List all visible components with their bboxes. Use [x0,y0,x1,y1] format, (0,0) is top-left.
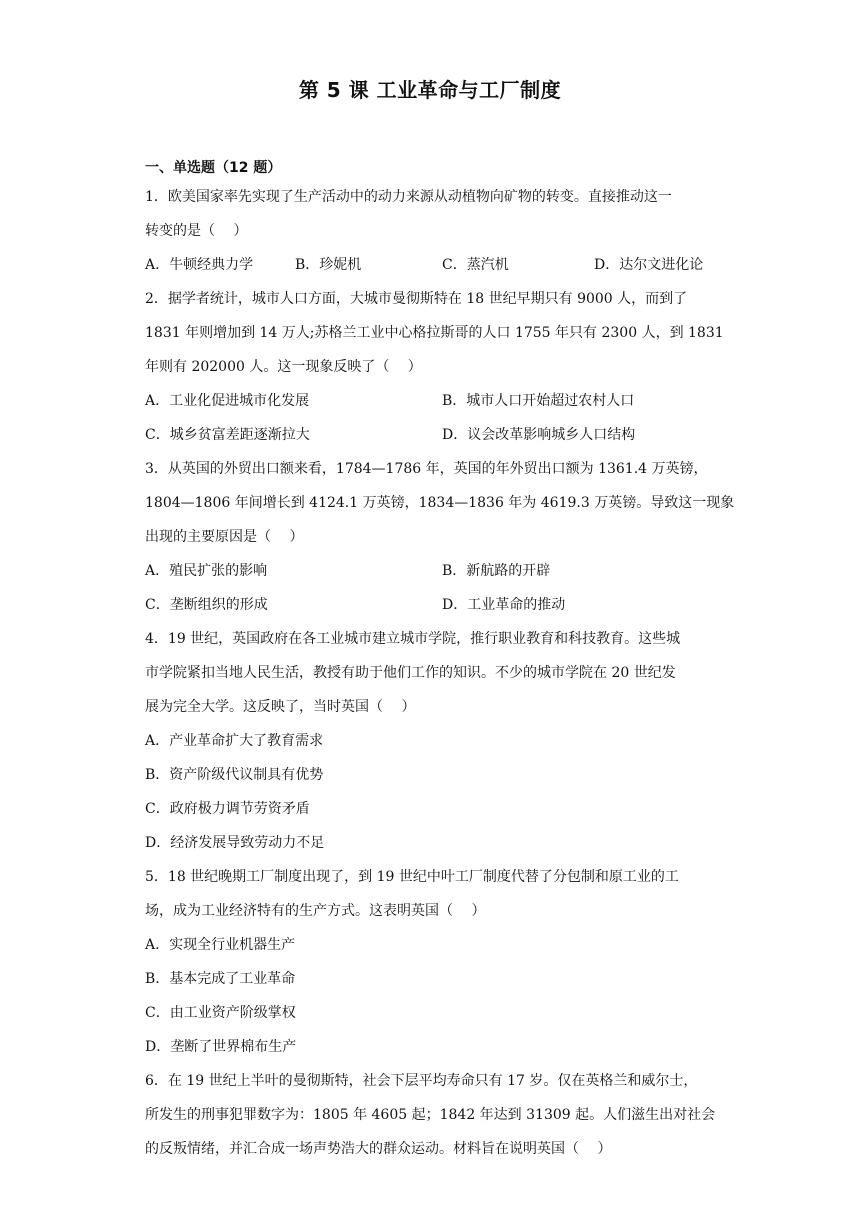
question-text: 6．在 19 世纪上半叶的曼彻斯特，社会下层平均寿命只有 17 岁。仅在英格兰和威尔士， [145,1073,698,1089]
question-text: 展为完全大学。这反映了，当时英国（ ） [145,699,416,715]
question-text: 市学院紧扣当地人民生活，教授有助于他们工作的知识。不少的城市学院在 20 世纪发 [145,665,676,681]
option-d: D．议会改革影响城乡人口结构 [442,427,636,443]
question-text: 1．欧美国家率先实现了生产活动中的动力来源从动植物向矿物的转变。直接推动这一 [145,189,672,205]
option-d: D．工业革命的推动 [442,597,566,613]
option-a: A．产业革命扩大了教育需求 [145,733,324,749]
option-c: C．垄断组织的形成 [145,597,268,613]
question-text: 场，成为工业经济特有的生产方式。这表明英国（ ） [145,903,486,919]
option-b: B．基本完成了工业革命 [145,971,296,987]
question-text: 4．19 世纪，英国政府在各工业城市建立城市学院，推行职业教育和科技教育。这些城 [145,631,681,647]
question-text: 3．从英国的外贸出口额来看，1784—1786 年，英国的年外贸出口额为 1361.4 万英镑， [145,461,708,477]
option-d: D．垄断了世界棉布生产 [145,1039,297,1055]
option-a: A．殖民扩张的影响 [145,563,268,579]
question-text: 转变的是（ ） [145,223,248,239]
question [145,452,735,622]
question [145,860,717,1064]
option-d: D．达尔文进化论 [594,257,704,273]
options-row [145,248,717,282]
question-text: 年则有 202000 人。这一现象反映了（ ） [145,359,422,375]
option-b: B．资产阶级代议制具有优势 [145,767,324,783]
question [145,622,717,860]
section-heading: 一、单选题（12 题） [145,160,282,176]
question [145,1064,717,1166]
question-text: 5．18 世纪晚期工厂制度出现了，到 19 世纪中叶工厂制度代替了分包制和原工业的工 [145,869,679,885]
option-a: A．实现全行业机器生产 [145,937,296,953]
options-row [145,554,717,588]
option-b: B．珍妮机 [295,257,362,273]
question-list [145,180,735,1166]
option-d: D．经济发展导致劳动力不足 [145,835,325,851]
question-text: 2．据学者统计，城市人口方面，大城市曼彻斯特在 18 世纪早期只有 9000 人，而到了 [145,291,688,307]
option-a: A．工业化促进城市化发展 [145,393,310,409]
options-row [145,384,717,418]
option-c: C．由工业资产阶级掌权 [145,1005,296,1021]
option-a: A．牛顿经典力学 [145,257,254,273]
question-text: 的反叛情绪，并汇合成一场声势浩大的群众运动。材料旨在说明英国（ ） [145,1141,612,1157]
question [145,282,724,452]
question-text: 1804—1806 年间增长到 4124.1 万英镑，1834—1836 年为 4619.3 万英镑。导致这一现象 [145,495,735,511]
option-b: B．城市人口开始超过农村人口 [442,393,635,409]
options-row [145,588,717,622]
question [145,180,717,282]
option-c: C．政府极力调节劳资矛盾 [145,801,310,817]
page-title: 第 5 课 工业革命与工厂制度 [298,78,562,102]
option-c: C．蒸汽机 [442,257,509,273]
options-row [145,418,717,452]
question-text: 1831 年则增加到 14 万人;苏格兰工业中心格拉斯哥的人口 1755 年只有 2300 人，到 1831 [145,325,724,341]
option-c: C．城乡贫富差距逐渐拉大 [145,427,310,443]
option-b: B．新航路的开辟 [442,563,551,579]
question-text: 所发生的刑事犯罪数字为：1805 年 4605 起；1842 年达到 31309 起。人们滋生出对社会 [145,1107,716,1123]
question-text: 出现的主要原因是（ ） [145,529,304,545]
